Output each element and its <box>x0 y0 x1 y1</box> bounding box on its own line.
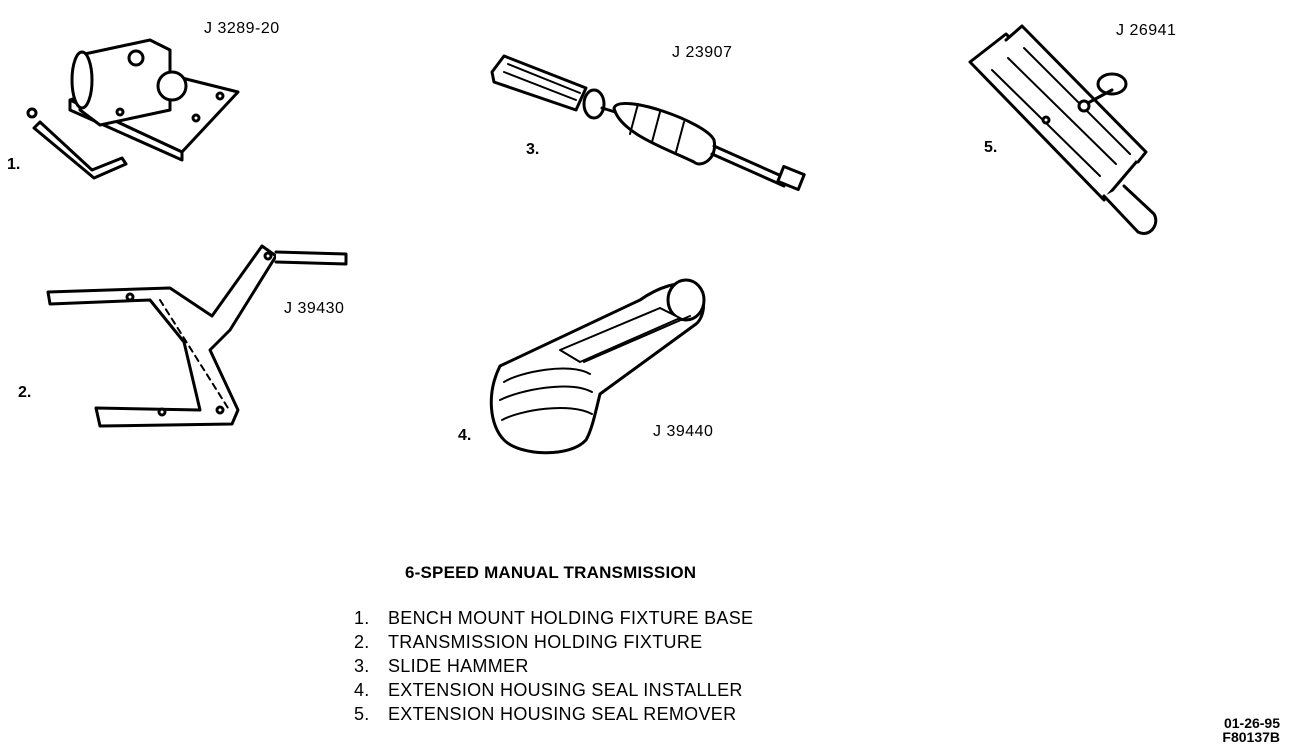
legend-item <box>354 680 743 701</box>
legend-item-number: 2. <box>354 632 370 652</box>
legend-item-label: BENCH MOUNT HOLDING FIXTURE BASE <box>388 608 754 628</box>
legend-item-number: 5. <box>354 704 370 724</box>
legend-item-label: SLIDE HAMMER <box>388 656 529 676</box>
stamp-date: 01-26-95 <box>1223 715 1280 731</box>
legend-item-number: 4. <box>354 680 370 700</box>
tool-code-3: J 23907 <box>672 44 733 61</box>
bench-mount-fixture-base-drawing <box>28 40 238 178</box>
tool-number-2: 2. <box>18 384 32 401</box>
tool-number-5: 5. <box>984 139 998 156</box>
seal-remover-drawing <box>970 26 1156 233</box>
tool-code-2: J 39430 <box>284 300 345 317</box>
legend-item <box>354 632 702 653</box>
legend-item <box>354 704 736 725</box>
legend-item-number: 3. <box>354 656 370 676</box>
tool-number-4: 4. <box>458 427 472 444</box>
tool-number-3: 3. <box>526 141 540 158</box>
transmission-holding-fixture-drawing <box>48 246 346 426</box>
legend-item-label: EXTENSION HOUSING SEAL INSTALLER <box>388 680 743 700</box>
slide-hammer-drawing <box>492 56 804 190</box>
legend-item-label: TRANSMISSION HOLDING FIXTURE <box>388 632 703 652</box>
tool-code-1: J 3289-20 <box>204 20 280 37</box>
tool-code-5: J 26941 <box>1116 22 1177 39</box>
legend-title: 6-SPEED MANUAL TRANSMISSION <box>405 563 697 582</box>
tool-code-4: J 39440 <box>653 423 714 440</box>
tool-number-1: 1. <box>7 156 21 173</box>
legend-item <box>354 608 753 629</box>
figure-stamp <box>1222 716 1280 744</box>
legend-item-label: EXTENSION HOUSING SEAL REMOVER <box>388 704 737 724</box>
legend-item <box>354 656 529 677</box>
stamp-figure-id: F80137B <box>1222 729 1280 745</box>
legend-item-number: 1. <box>354 608 370 628</box>
